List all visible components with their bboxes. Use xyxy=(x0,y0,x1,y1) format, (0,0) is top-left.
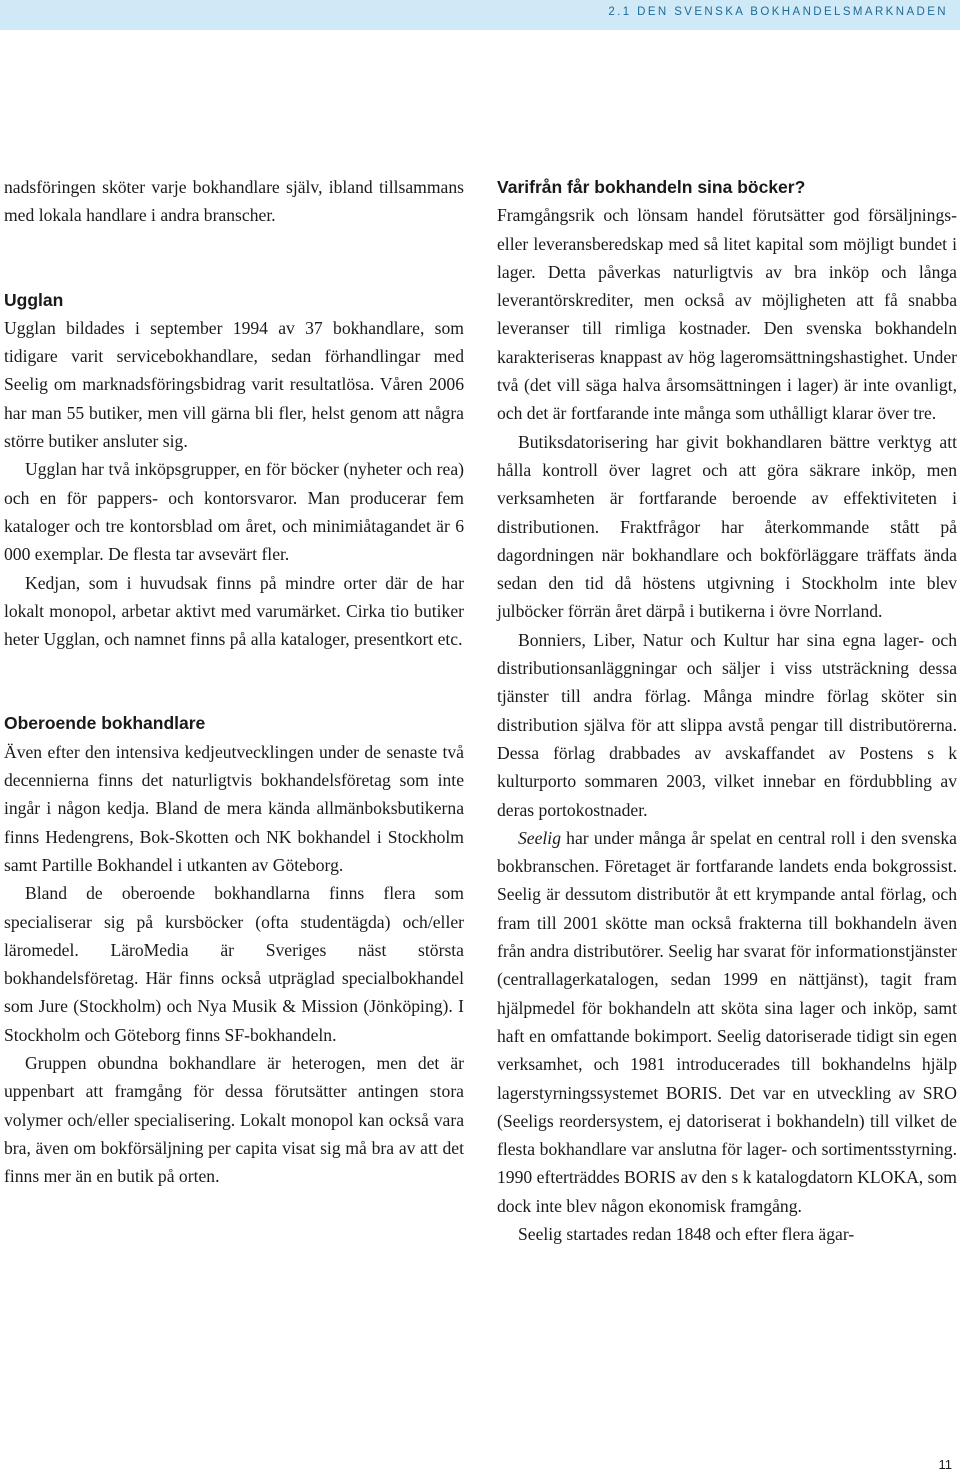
heading-oberoende: Oberoende bokhandlare xyxy=(4,713,206,734)
oberoende-paragraph-1: Även efter den intensiva kedjeutvecklingen under de senaste två decennierna finns det naturligtvis bokhandelsföretag som inte ingår i någon kedja. Bland de mera kända allmänboksbutikerna finns Hedengrens, Bok-Skotten och NK bokhandel i Stockholm samt Partille Bokhandel i utkanten av Göteborg. xyxy=(4,741,464,875)
ugglan-paragraph-2: Ugglan har två inköpsgrupper, en för böcker (nyheter och rea) och en för pappers- och kontorsvaror. Man producerar fem kataloger och tre kontorsblad om året, och minimiåtagandet är 6 000 exemplar. De flesta tar avsevärt fler. xyxy=(4,459,464,565)
varifran-paragraph-1: Framgångsrik och lönsam handel förutsätter god försäljnings- eller leveransberedskap med så litet kapital som möjligt bundet i lager. Detta påverkas naturligtvis av bra inköp och långa leverantörskrediter, men också av möjligheten att få snabba leveranser till rimliga kostnader. Den svenska bokhandeln karakteriseras knappast av hög lageromsättningshastighet. Under två (det vill säga halva årsomsättningen i lager) är inte ovanligt, och det är fortfarande inte många som uthålligt klarar över tre. xyxy=(497,205,957,424)
running-header: 2.1 DEN SVENSKA BOKHANDELSMARKNADEN xyxy=(608,6,948,18)
page-number: 11 xyxy=(938,1457,952,1472)
varifran-paragraph-3: Bonniers, Liber, Natur och Kultur har sina egna lager- och distributionsanläggningar och säljer i viss utsträckning dessa tjänster till andra förlag. Många mindre förlag sköter sin distribution själva för att slippa avstå pengar till distributörerna. Dessa förlag drabbades av avskaffandet av Postens s k kulturporto sommaren 2003, vilket innebar en fördubbling av deras portokostnader. xyxy=(497,629,957,820)
heading-varifran: Varifrån får bokhandeln sina böcker? xyxy=(497,177,806,197)
oberoende-paragraph-3: Gruppen obundna bokhandlare är heterogen, men det är uppenbart att framgång för dessa förutsätter antingen stora volymer och/eller specialisering. Lokalt monopol kan också vara bra, även om bokförsäljning per capita visat sig må bra av att det finns mer än en butik på orten. xyxy=(4,1053,464,1187)
seelig-text: har under många år spelat en central roll i den svenska bokbranschen. Företaget är fortfarande landets enda bokgrossist. Seelig är dessutom distributör åt ett krympande antal förlag, och fram till 2001 skötte man också frakterna till bokhandeln även från andra distributörer. Seelig har svarat för informationstjänster (centrallagerkatalogen, sedan 1999 en nättjänst), tagit fram hjälpmedel för bokhandeln att sköta sina lager och inköp, samt haft en omfattande bokimport. Seelig datoriserade tidigt sin egen verksamhet, och 1981 introducerades till bokhandelns hjälp lagerstyrningssystemet BORIS. Det var en utveckling av SRO (Seeligs reordersystem, ej datoriserat i bokhandeln) till vilket de flesta bokhandlare var anslutna för lager- och sortimentsstyrning. 1990 efterträddes BORIS av den s k katalogdatorn KLOKA, som dock inte blev någon ekonomisk framgång. xyxy=(497,827,957,1216)
intro-paragraph: nadsföringen sköter varje bokhandlare själv, ibland tillsammans med lokala handlare i andra branscher. xyxy=(4,177,464,226)
seelig-paragraph xyxy=(497,824,957,1220)
varifran-paragraph-2: Butiksdatorisering har givit bokhandlaren bättre verktyg att hålla kontroll över lagret och att göra säkrare inköp, men verksamheten är fortfarande beroende av effektiviteten i distributionen. Fraktfrågor har återkommande stått på dagordningen när bokhandlare och bokförläggare träffats ända sedan den tid då höstens utgivning i Stockholm inte blev julböcker förrän året därpå i butikerna i övre Norrland. xyxy=(497,431,957,622)
final-paragraph: Seelig startades redan 1848 och efter flera ägar- xyxy=(518,1223,855,1244)
right-column xyxy=(497,173,957,1248)
oberoende-paragraph-2: Bland de oberoende bokhandlarna finns flera som specialiserar sig på kursböcker (ofta studentägda) och/eller läromedel. LäroMedia är Sveriges näst största bokhandelsföretag. Här finns också utpräglad specialbokhandel som Jure (Stockholm) och Nya Musik & Mission (Jönköping). I Stockholm och Göteborg finns SF-bokhandeln. xyxy=(4,883,464,1045)
left-column xyxy=(4,173,464,1191)
ugglan-paragraph-3: Kedjan, som i huvudsak finns på mindre orter där de har lokalt monopol, arbetar aktivt med varumärket. Cirka tio butiker heter Ugglan, och namnet finns på alla kataloger, presentkort etc. xyxy=(4,572,464,650)
heading-ugglan: Ugglan xyxy=(4,289,64,310)
ugglan-paragraph-1: Ugglan bildades i september 1994 av 37 bokhandlare, som tidigare varit servicebokhandlare, sedan förhandlingar med Seelig om marknadsföringsbidrag varit resultatlösa. Våren 2006 har man 55 butiker, men vill gärna bli fler, helst genom att några större butiker ansluter sig. xyxy=(4,317,464,452)
seelig-emphasis: Seelig xyxy=(518,827,561,848)
